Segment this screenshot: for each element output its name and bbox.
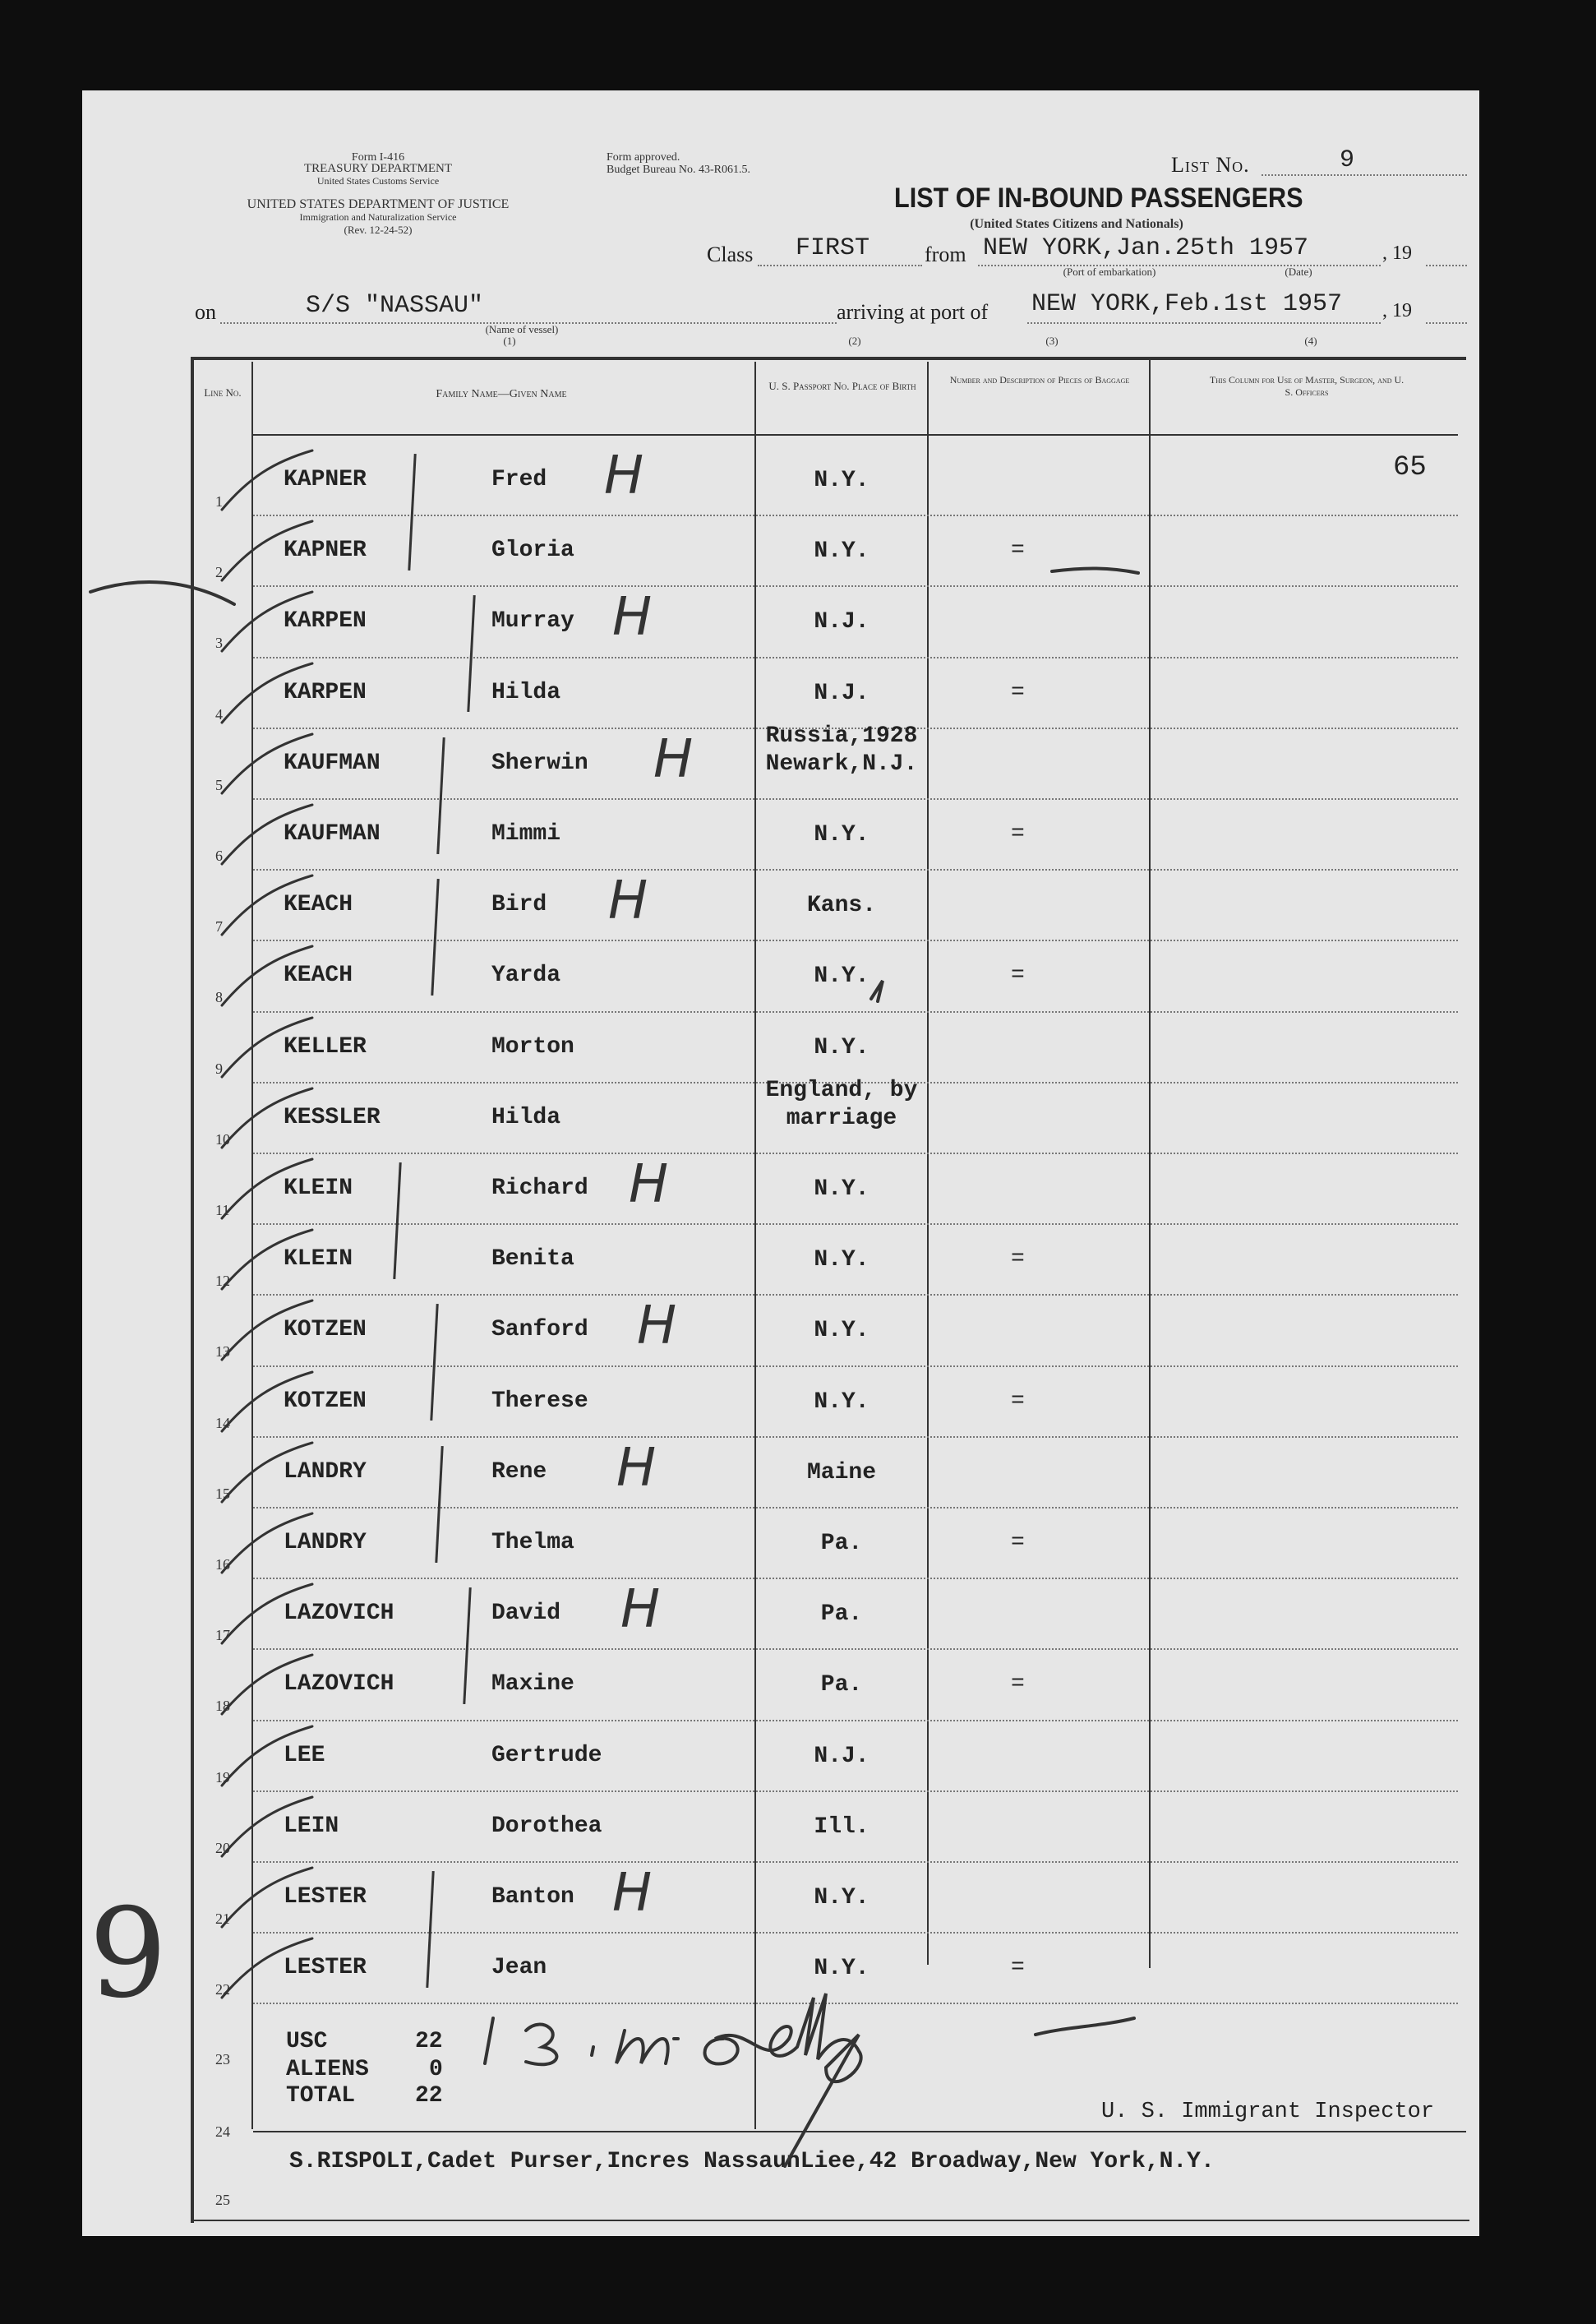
family-name: LEE — [284, 1742, 325, 1768]
place-of-birth: Pa. — [820, 1672, 863, 1698]
place-of-birth: Pa. — [820, 1531, 863, 1556]
family-name: LESTER — [284, 1884, 367, 1910]
inspector-title: U. S. Immigrant Inspector — [1101, 2100, 1435, 2124]
officer-note: 65 — [1393, 452, 1427, 483]
line-number: 7 — [215, 918, 223, 936]
line-number: 4 — [215, 705, 223, 723]
initial-mark: H — [612, 587, 653, 649]
place-of-birth: N.Y. — [814, 1034, 869, 1060]
place-of-birth: Kans. — [806, 893, 876, 919]
line-number: 11 — [215, 1202, 230, 1218]
given-name: Fred — [491, 467, 547, 492]
family-name: LEIN — [284, 1813, 339, 1839]
arriving-value: NEW YORK,Feb.1st 1957 — [1031, 290, 1343, 318]
list-no-label: List No. — [1171, 153, 1250, 177]
place-of-birth: N.Y. — [814, 468, 869, 493]
initial-mark: H — [608, 871, 648, 932]
list-no-value: 9 — [1340, 146, 1355, 174]
family-name: KELLER — [284, 1033, 367, 1060]
place-of-birth: England, by marriage — [765, 1077, 918, 1131]
given-name: David — [491, 1601, 561, 1627]
line-number: 8 — [215, 989, 223, 1006]
usc-value: 22 — [415, 2029, 443, 2054]
given-name: Richard — [491, 1176, 588, 1201]
given-name: Gertrude — [491, 1742, 602, 1768]
col-num-2: (2) — [848, 335, 861, 347]
margin-mark: 9 — [89, 1883, 168, 2026]
place-of-birth: Russia,1928 Newark,N.J. — [765, 723, 918, 777]
family-name: KARPEN — [284, 679, 367, 705]
line-number: 19 — [215, 1768, 230, 1786]
family-name: KOTZEN — [284, 1388, 367, 1414]
given-name: Jean — [491, 1955, 547, 1981]
aliens-label: ALIENS — [286, 2057, 369, 2082]
col-header-baggage: Number and Description of Pieces of Baggage — [949, 374, 1130, 386]
page-title: LIST OF IN-BOUND PASSENGERS — [894, 183, 1303, 214]
line-number: 10 — [215, 1130, 230, 1148]
page-subtitle: (United States Citizens and Nationals) — [970, 217, 1183, 231]
given-name: Therese — [491, 1388, 588, 1414]
given-name: Mimmi — [491, 821, 561, 847]
row8-check — [871, 981, 883, 1001]
purser-line: S.RISPOLI,Cadet Purser,Incres NassaunLiee,42 Broadway,New York,N.Y. — [289, 2149, 1215, 2174]
initial-mark: H — [612, 1863, 653, 1924]
line-number: 14 — [215, 1414, 230, 1431]
given-name: Murray — [491, 608, 574, 635]
family-name: KLEIN — [284, 1176, 353, 1201]
total-label: TOTAL — [286, 2083, 356, 2109]
line-number: 6 — [215, 848, 223, 864]
given-name: Dorothea — [491, 1813, 602, 1839]
place-of-birth: Pa. — [820, 1601, 863, 1628]
family-name: KAUFMAN — [284, 821, 381, 847]
initial-mark: H — [616, 1437, 657, 1499]
given-name: Rene — [491, 1458, 547, 1485]
place-of-birth: N.Y. — [814, 1176, 869, 1202]
line-number: 18 — [215, 1698, 230, 1715]
line-number-24: 24 — [215, 2123, 230, 2140]
place-of-birth: N.Y. — [814, 538, 869, 565]
class-label: Class — [707, 243, 754, 266]
given-name: Yarda — [491, 963, 561, 989]
signature-scrawl — [485, 1994, 1134, 2166]
customs-service: United States Customs Service — [316, 175, 440, 187]
usc-label: USC — [286, 2029, 328, 2054]
family-name: KAUFMAN — [284, 750, 381, 776]
baggage-count: = — [1011, 538, 1025, 564]
place-of-birth: N.J. — [814, 680, 869, 706]
given-name: Hilda — [491, 1104, 561, 1130]
margin-flourish — [90, 582, 234, 604]
place-of-birth: N.Y. — [814, 1247, 869, 1273]
ins-service: Immigration and Naturalization Service — [299, 211, 457, 223]
arriving-label: arriving at port of — [837, 300, 989, 324]
treasury-dept: TREASURY DEPARTMENT — [303, 162, 453, 175]
place-of-birth: N.Y. — [814, 1956, 869, 1982]
given-name: Banton — [491, 1884, 574, 1910]
baggage-count: = — [1011, 1388, 1025, 1414]
class-value: FIRST — [796, 234, 870, 262]
line-number: 13 — [215, 1343, 230, 1361]
col-header-passport: U. S. Passport No. Place of Birth — [768, 380, 916, 392]
year-suffix-1: , 19 — [1382, 243, 1412, 264]
col-header-name: Family Name—Given Name — [436, 388, 567, 400]
family-name: KAPNER — [284, 467, 367, 492]
vessel-caption: (Name of vessel) — [485, 323, 559, 335]
place-of-birth: N.Y. — [814, 822, 869, 848]
given-name: Sanford — [491, 1317, 588, 1343]
baggage-count: = — [1011, 1246, 1025, 1273]
initial-mark: H — [629, 1154, 669, 1215]
baggage-count: = — [1011, 821, 1025, 847]
line-number: 20 — [215, 1839, 230, 1856]
initial-mark: H — [620, 1579, 661, 1641]
total-value: 22 — [415, 2083, 443, 2109]
line-number: 1 — [215, 493, 223, 510]
year-suffix-2: , 19 — [1382, 300, 1412, 321]
justice-dept: UNITED STATES DEPARTMENT OF JUSTICE — [247, 197, 510, 211]
port-embark-caption: (Port of embarkation) — [1063, 266, 1156, 278]
from-label: from — [925, 243, 966, 266]
family-name: LANDRY — [284, 1458, 367, 1485]
on-label: on — [195, 300, 216, 324]
col-num-1: (1) — [503, 335, 516, 347]
family-name: KOTZEN — [284, 1317, 367, 1343]
place-of-birth: N.Y. — [814, 1388, 869, 1415]
family-name: LAZOVICH — [284, 1671, 394, 1698]
given-name: Hilda — [491, 679, 561, 705]
baggage-count: = — [1011, 1530, 1025, 1555]
given-name: Maxine — [491, 1671, 574, 1698]
line-number: 9 — [215, 1060, 223, 1077]
baggage-count: = — [1011, 963, 1025, 989]
line-number: 2 — [215, 564, 223, 581]
place-of-birth: N.J. — [814, 1743, 869, 1769]
initial-mark: H — [637, 1296, 677, 1357]
line-number: 22 — [215, 1981, 230, 1998]
line-number: 15 — [215, 1485, 230, 1502]
initial-mark: H — [604, 446, 644, 506]
family-name: KARPEN — [284, 608, 367, 635]
line-number: 5 — [215, 776, 223, 793]
aliens-value: 0 — [429, 2057, 443, 2082]
baggage-count: = — [1011, 1955, 1025, 1981]
given-name: Thelma — [491, 1530, 574, 1555]
line-number: 21 — [215, 1910, 230, 1927]
given-name: Gloria — [491, 538, 574, 564]
family-name: KAPNER — [284, 538, 367, 564]
line-number: 3 — [215, 635, 223, 652]
family-name: LAZOVICH — [284, 1601, 394, 1627]
line-number-23: 23 — [215, 2051, 230, 2068]
family-name: KEACH — [284, 963, 353, 989]
line-number: 12 — [215, 1273, 230, 1290]
given-name: Bird — [491, 892, 547, 918]
from-value: NEW YORK,Jan.25th 1957 — [983, 234, 1309, 262]
line-number-25: 25 — [215, 2192, 230, 2208]
place-of-birth: N.Y. — [814, 1885, 869, 1910]
baggage-count: = — [1011, 1671, 1025, 1698]
line-number: 16 — [215, 1556, 230, 1573]
baggage-count: = — [1011, 679, 1025, 705]
place-of-birth: N.J. — [814, 609, 869, 635]
form-approved: Form approved. — [607, 151, 680, 164]
form-number: Form I-416 — [351, 151, 405, 164]
place-of-birth: Ill. — [814, 1813, 869, 1840]
col-num-3: (3) — [1045, 335, 1059, 347]
given-name: Morton — [491, 1033, 574, 1060]
family-name: KESSLER — [284, 1104, 381, 1130]
family-name: LESTER — [284, 1955, 367, 1981]
initial-mark: H — [653, 728, 694, 790]
family-name: LANDRY — [284, 1530, 367, 1555]
row2-dash — [1052, 568, 1138, 573]
place-of-birth: Maine — [806, 1459, 876, 1485]
revision-date: (Rev. 12-24-52) — [344, 224, 413, 236]
vessel-name: S/S "NASSAU" — [306, 292, 484, 320]
col-num-4: (4) — [1304, 335, 1317, 347]
date-caption: (Date) — [1285, 266, 1312, 278]
col-header-officers: This Column for Use of Master, Surgeon, and U. S. Officers — [1209, 374, 1405, 398]
given-name: Sherwin — [491, 750, 588, 776]
place-of-birth: N.Y. — [814, 1318, 869, 1344]
place-of-birth: N.Y. — [814, 963, 869, 990]
col-header-line-no: Line No. — [204, 386, 242, 399]
line-number: 17 — [215, 1627, 230, 1644]
family-name: KEACH — [284, 892, 353, 918]
budget-bureau: Budget Bureau No. 43-R061.5. — [607, 164, 750, 176]
given-name: Benita — [491, 1246, 574, 1273]
family-name: KLEIN — [284, 1246, 353, 1273]
